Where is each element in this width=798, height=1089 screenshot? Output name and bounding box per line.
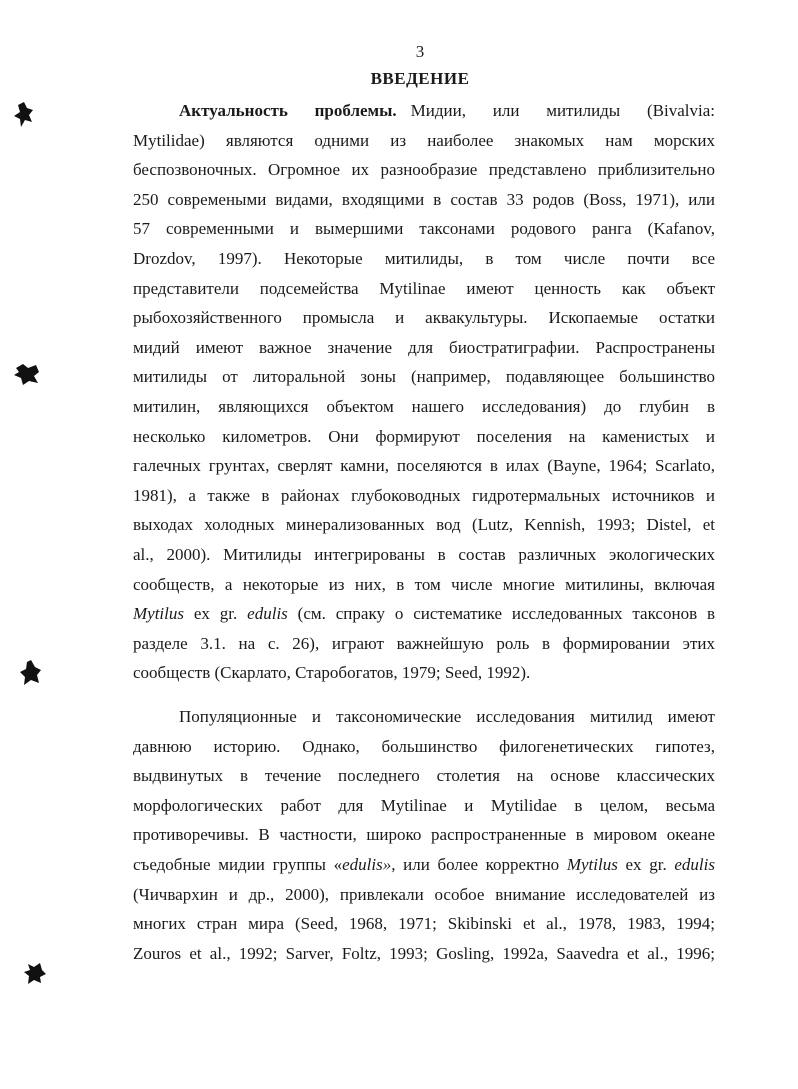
- text-line: давнюю историю. Однако, большинство филогенетических гипотез,: [133, 736, 715, 756]
- text-line: Zouros et al., 1992; Sarver, Foltz, 1993; Gosling, 1992a, Saavedra et al., 1996;: [133, 943, 715, 963]
- paragraph-relevance: [133, 96, 715, 688]
- text-line: несколько километров. Они формируют поселения на каменистых и: [133, 426, 715, 446]
- text-line: Популяционные и таксономические исследования митилид имеют: [179, 707, 715, 726]
- scan-blot: [12, 100, 36, 130]
- taxon-name: Mytilus: [133, 604, 184, 624]
- text-line: многих стран мира (Seed, 1968, 1971; Skibinski et al., 1978, 1983, 1994;: [133, 914, 715, 934]
- text-line: разделе 3.1. на с. 26), играют важнейшую роль в формировании этих: [133, 633, 715, 653]
- text-line: 1981), а также в районах глубоководных гидротермальных источников и: [133, 485, 715, 505]
- text-line: съедобные мидии группы «edulis», или более корректно Mytilus ex gr. edulis: [133, 854, 715, 874]
- text-line: выдвинутых в течение последнего столетия на основе классических: [133, 766, 715, 786]
- text-line: Mytilus ex gr. edulis (см. спраку о систематике исследованных таксонов в: [133, 604, 716, 624]
- text-line: 57 современными и вымершими таксонами родового ранга (Kafanov,: [133, 219, 715, 239]
- taxon-name: Mytilus: [566, 854, 618, 874]
- text-line: Актуальность проблемы. Мидии, или митилиды (Bivalvia:: [179, 101, 716, 120]
- text-line: сообществ (Скарлато, Старобогатов, 1979; Seed, 1992).: [133, 663, 531, 683]
- taxon-name: edulis: [674, 854, 715, 874]
- text-line: противоречивы. В частности, широко распространенные в мировом океане: [133, 825, 715, 845]
- taxon-name: edulis»,: [342, 854, 396, 874]
- text-line: al., 2000). Митилиды интегрированы в состав различных экологических: [133, 544, 715, 564]
- text-line: мидий имеют важное значение для биостратиграфии. Распространены: [133, 337, 715, 357]
- section-heading: ВВЕДЕНИЕ: [370, 69, 470, 88]
- text-line: галечных грунтах, сверлят камни, поселяются в илах (Bayne, 1964; Scarlato,: [133, 456, 715, 476]
- text-line: 250 современыми видами, входящими в состав 33 родов (Boss, 1971), или: [133, 189, 715, 209]
- scan-blot: [18, 658, 44, 688]
- lead-phrase: Актуальность проблемы.: [179, 101, 397, 120]
- text-line: морфологических работ для Mytilinae и Mytilidae в целом, весьма: [133, 795, 715, 815]
- text-line: представители подсемейства Mytilinae имеют ценность как объект: [133, 278, 715, 298]
- text-line: (Чичвархин и др., 2000), привлекали особое внимание исследователей из: [133, 884, 715, 904]
- scan-blot: [22, 960, 48, 986]
- text-line: беспозвоночных. Огромное их разнообразие представлено приблизительно: [133, 160, 715, 180]
- text-line: митилиды от литоральной зоны (например, подавляющее большинство: [133, 367, 715, 387]
- taxon-name: edulis: [247, 604, 288, 624]
- page-number: 3: [415, 42, 425, 61]
- text-line: Mytilidae) являются одними из наиболее знакомых нам морских: [133, 130, 715, 150]
- text-line: выходах холодных минерализованных вод (Lutz, Kennish, 1993; Distel, et: [133, 515, 715, 535]
- scan-blot: [12, 360, 42, 388]
- text-line: Drozdov, 1997). Некоторые митилиды, в том числе почти все: [133, 248, 715, 268]
- text-line: митилин, являющихся объектом нашего исследования) до глубин в: [133, 396, 715, 416]
- text-line: сообществ, а некоторые из них, в том числе многие митилины, включая: [133, 574, 715, 594]
- text-line: рыбохозяйственного промысла и аквакультуры. Ископаемые остатки: [133, 308, 715, 328]
- paragraph-history: [133, 702, 715, 968]
